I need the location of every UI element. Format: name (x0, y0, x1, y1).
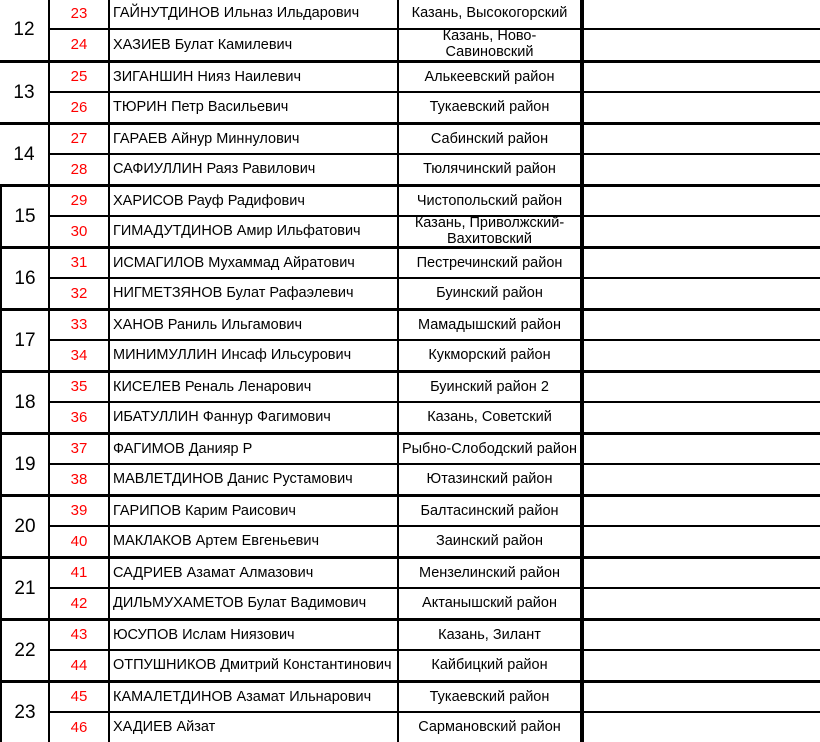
table-row (50, 373, 820, 403)
row-number: 30 (50, 217, 110, 247)
group-number: 21 (0, 559, 50, 618)
table-row (50, 621, 820, 651)
table-group (0, 432, 820, 494)
district: Алькеевский район (399, 63, 584, 91)
table-row (50, 651, 820, 681)
participant-name: ГАРАЕВ Айнур Миннулович (110, 125, 399, 153)
participant-name: ФАГИМОВ Данияр Р (110, 435, 399, 463)
district: Казань, Зилант (399, 621, 584, 649)
empty-cell[interactable] (584, 465, 820, 495)
participant-name: ДИЛЬМУХАМЕТОВ Булат Вадимович (110, 589, 399, 619)
participant-name: ТЮРИН Петр Васильевич (110, 93, 399, 123)
row-number: 42 (50, 589, 110, 619)
participant-name: МАВЛЕТДИНОВ Данис Рустамович (110, 465, 399, 495)
group-number: 22 (0, 621, 50, 680)
district: Чистопольский район (399, 187, 584, 215)
participant-name: ЮСУПОВ Ислам Ниязович (110, 621, 399, 649)
table-group (0, 184, 820, 246)
district: Буинский район 2 (399, 373, 584, 401)
district: Казань, Приволжский-Вахитовский (399, 215, 584, 247)
participant-name: ГАРИПОВ Карим Раисович (110, 497, 399, 525)
participant-name: САФИУЛЛИН Раяз Равилович (110, 155, 399, 185)
row-number: 38 (50, 465, 110, 495)
table-group (0, 308, 820, 370)
participant-name: ЗИГАНШИН Нияз Наилевич (110, 63, 399, 91)
table-group (0, 0, 820, 60)
empty-cell[interactable] (584, 0, 820, 28)
group-number: 16 (0, 249, 50, 308)
row-number: 25 (50, 63, 110, 91)
table-row (50, 0, 820, 30)
row-number: 41 (50, 559, 110, 587)
group-number: 12 (0, 0, 50, 60)
participant-name: ХАРИСОВ Рауф Радифович (110, 187, 399, 215)
row-number: 31 (50, 249, 110, 277)
table-row (50, 559, 820, 589)
participant-name: НИГМЕТЗЯНОВ Булат Рафаэлевич (110, 279, 399, 309)
group-number: 17 (0, 311, 50, 370)
district: Заинский район (399, 527, 584, 557)
group-number: 23 (0, 683, 50, 742)
empty-cell[interactable] (584, 621, 820, 649)
empty-cell[interactable] (584, 155, 820, 185)
table-row (50, 403, 820, 433)
participant-name: ИСМАГИЛОВ Мухаммад Айратович (110, 249, 399, 277)
empty-cell[interactable] (584, 559, 820, 587)
participant-name: КИСЕЛЕВ Реналь Ленарович (110, 373, 399, 401)
district: Ютазинский район (399, 465, 584, 495)
empty-cell[interactable] (584, 93, 820, 123)
participant-name: ИБАТУЛЛИН Фаннур Фагимович (110, 403, 399, 433)
row-number: 26 (50, 93, 110, 123)
participant-name: КАМАЛЕТДИНОВ Азамат Ильнарович (110, 683, 399, 711)
table-row (50, 187, 820, 217)
participant-name: МАКЛАКОВ Артем Евгеньевич (110, 527, 399, 557)
table-row (50, 279, 820, 309)
row-number: 36 (50, 403, 110, 433)
row-number: 35 (50, 373, 110, 401)
district: Сармановский район (399, 713, 584, 742)
table-row (50, 125, 820, 155)
district: Балтасинский район (399, 497, 584, 525)
row-number: 32 (50, 279, 110, 309)
group-number: 14 (0, 125, 50, 184)
district: Кайбицкий район (399, 651, 584, 681)
table-row (50, 713, 820, 742)
empty-cell[interactable] (584, 125, 820, 153)
empty-cell[interactable] (584, 497, 820, 525)
table-group (0, 680, 820, 742)
participant-name: ХАЗИЕВ Булат Камилевич (110, 30, 399, 61)
row-number: 33 (50, 311, 110, 339)
table-row (50, 341, 820, 371)
empty-cell[interactable] (584, 589, 820, 619)
empty-cell[interactable] (584, 651, 820, 681)
participant-name: МИНИМУЛЛИН Инсаф Ильсурович (110, 341, 399, 371)
district: Казань, Ново-Савиновский (399, 28, 584, 61)
table-row (50, 217, 820, 247)
table-group (0, 370, 820, 432)
group-number: 19 (0, 435, 50, 494)
table-group (0, 246, 820, 308)
district: Мензелинский район (399, 559, 584, 587)
participant-name: ХАНОВ Раниль Ильгамович (110, 311, 399, 339)
participant-name: ХАДИЕВ Айзат (110, 713, 399, 742)
participant-name: САДРИЕВ Азамат Алмазович (110, 559, 399, 587)
row-number: 29 (50, 187, 110, 215)
table-row (50, 589, 820, 619)
table-row (50, 155, 820, 185)
table-row (50, 435, 820, 465)
row-number: 43 (50, 621, 110, 649)
district: Тукаевский район (399, 683, 584, 711)
row-number: 28 (50, 155, 110, 185)
district: Казань, Высокогорский (399, 0, 584, 28)
district: Тюлячинский район (399, 155, 584, 185)
table-row (50, 465, 820, 495)
empty-cell[interactable] (584, 30, 820, 61)
table-group (0, 122, 820, 184)
table-row (50, 30, 820, 61)
table-row (50, 497, 820, 527)
participant-name: ГИМАДУТДИНОВ Амир Ильфатович (110, 217, 399, 247)
district: Тукаевский район (399, 93, 584, 123)
row-number: 24 (50, 30, 110, 61)
empty-cell[interactable] (584, 435, 820, 463)
empty-cell[interactable] (584, 311, 820, 339)
row-number: 23 (50, 0, 110, 28)
row-number: 27 (50, 125, 110, 153)
empty-cell[interactable] (584, 217, 820, 247)
empty-cell[interactable] (584, 683, 820, 711)
group-number: 15 (0, 187, 50, 246)
table-row (50, 249, 820, 279)
table-group (0, 556, 820, 618)
district: Сабинский район (399, 125, 584, 153)
row-number: 44 (50, 651, 110, 681)
table-row (50, 527, 820, 557)
empty-cell[interactable] (584, 341, 820, 371)
empty-cell[interactable] (584, 713, 820, 742)
table-group (0, 494, 820, 556)
group-number: 18 (0, 373, 50, 432)
empty-cell[interactable] (584, 187, 820, 215)
row-number: 45 (50, 683, 110, 711)
district: Актанышский район (399, 589, 584, 619)
table-row (50, 683, 820, 713)
district: Рыбно-Слободский район (399, 435, 584, 463)
empty-cell[interactable] (584, 403, 820, 433)
row-number: 46 (50, 713, 110, 742)
row-number: 40 (50, 527, 110, 557)
row-number: 37 (50, 435, 110, 463)
participant-name: ГАЙНУТДИНОВ Ильназ Ильдарович (110, 0, 399, 28)
group-number: 20 (0, 497, 50, 556)
group-number: 13 (0, 63, 50, 122)
row-number: 39 (50, 497, 110, 525)
empty-cell[interactable] (584, 279, 820, 309)
district: Мамадышский район (399, 311, 584, 339)
empty-cell[interactable] (584, 63, 820, 91)
table-row (50, 311, 820, 341)
table-group (0, 618, 820, 680)
district: Казань, Советский (399, 403, 584, 433)
table-row (50, 63, 820, 93)
row-number: 34 (50, 341, 110, 371)
table-group (0, 60, 820, 122)
empty-cell[interactable] (584, 249, 820, 277)
participant-name: ОТПУШНИКОВ Дмитрий Константинович (110, 651, 399, 681)
district: Пестречинский район (399, 249, 584, 277)
empty-cell[interactable] (584, 527, 820, 557)
district: Кукморский район (399, 341, 584, 371)
table-row (50, 93, 820, 123)
district: Буинский район (399, 279, 584, 309)
empty-cell[interactable] (584, 373, 820, 401)
